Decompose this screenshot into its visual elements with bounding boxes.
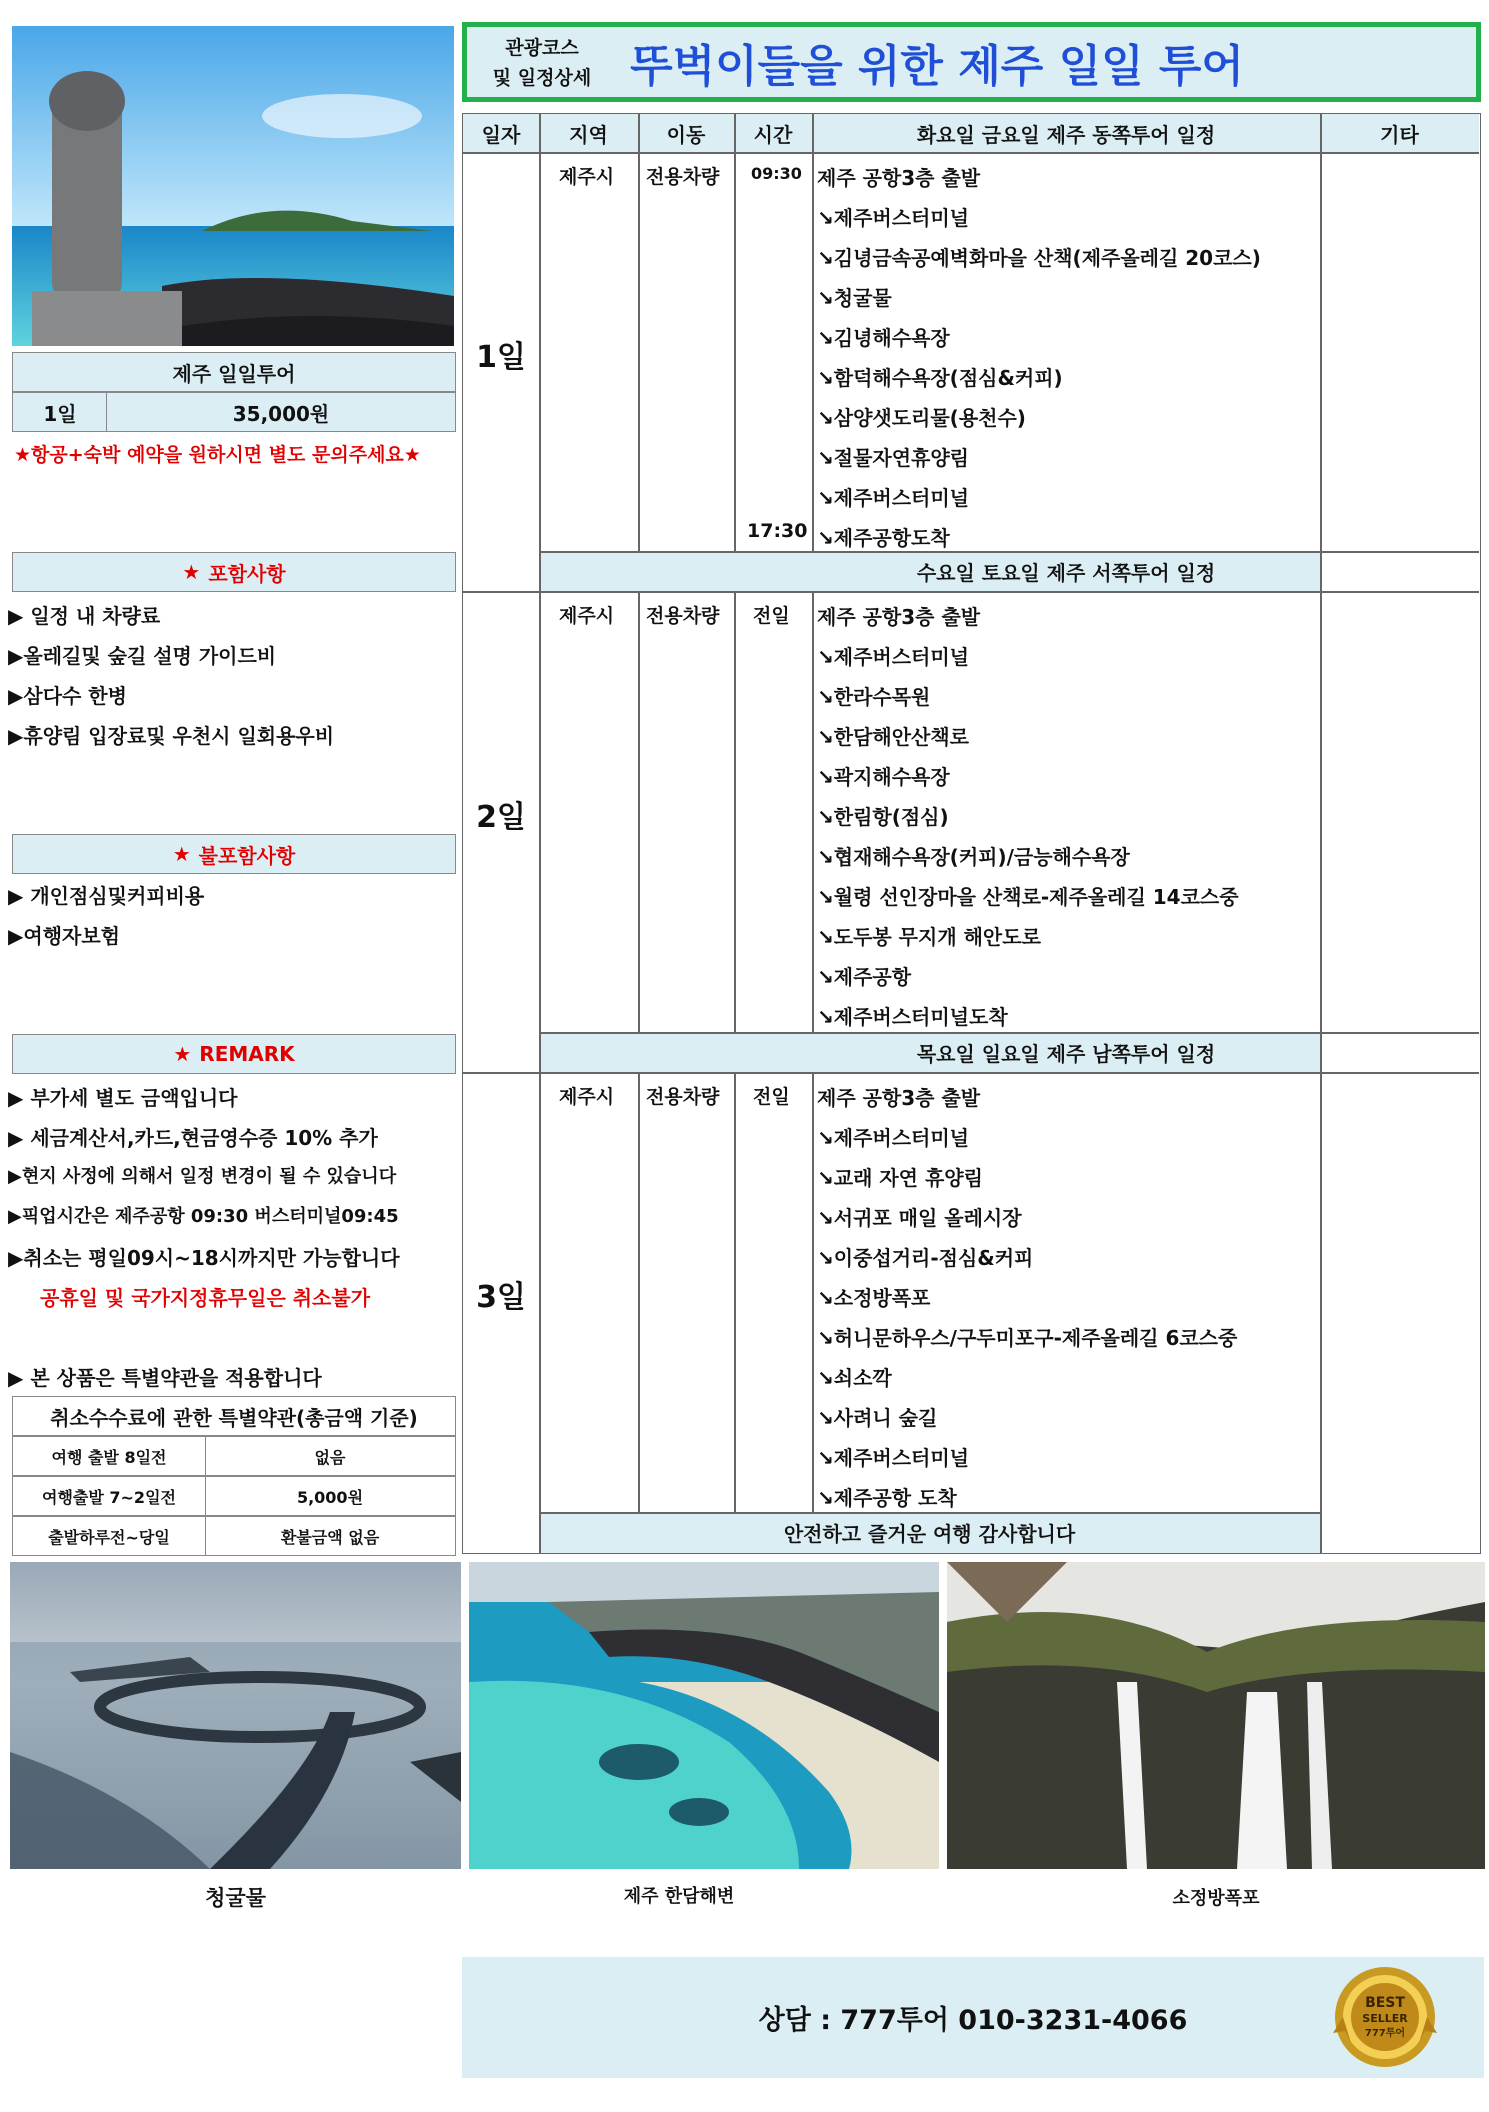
stop-day1: ↘절물자연휴양림 <box>817 446 969 470</box>
stop-day1: ↘제주공항도착 <box>817 526 950 550</box>
banner-day3: 목요일 일요일 제주 남쪽투어 일정 <box>916 1041 1216 1066</box>
day-label-1: 1일 <box>476 340 526 375</box>
table-row <box>12 1476 456 1516</box>
col-header-region: 지역 <box>569 122 608 147</box>
stop-day1: ↘제주버스터미널 <box>817 486 969 510</box>
stop-day2: 제주 공항3층 출발 <box>817 605 981 629</box>
badge-text <box>1351 1989 1419 2047</box>
star-icon: ★ <box>172 842 191 866</box>
cancel-fee: 5,000원 <box>296 1487 364 1507</box>
list-item: ▶휴양림 입장료및 우천시 일회용우비 <box>8 724 335 748</box>
time-start-day1: 09:30 <box>751 164 802 183</box>
cancel-fee: 환불금액 없음 <box>280 1527 380 1547</box>
list-item: ▶현지 사정에 의해서 일정 변경이 될 수 있습니다 <box>8 1166 397 1187</box>
stop-day1: ↘김녕해수욕장 <box>817 326 950 350</box>
star-icon: ★ <box>173 1042 192 1066</box>
stop-day3: ↘쇠소깍 <box>817 1366 892 1390</box>
list-item: ▶ 부가세 별도 금액입니다 <box>8 1086 238 1110</box>
stop-day2: ↘제주버스터미널 <box>817 645 969 669</box>
stop-day3: ↘이중섭거리-점심&커피 <box>817 1246 1034 1270</box>
stop-day2: ↘협재해수욕장(커피)/금능해수욕장 <box>817 845 1130 869</box>
list-item: ▶취소는 평일09시~18시까지만 가능합니다 <box>8 1246 400 1270</box>
banner-day2: 수요일 토요일 제주 서쪽투어 일정 <box>916 560 1216 585</box>
stop-day3: ↘제주버스터미널 <box>817 1126 969 1150</box>
page-title: 뚜벅이들을 위한 제주 일일 투어 <box>630 41 1244 92</box>
stop-day1: ↘김녕금속공예벽화마을 산책(제주올레길 20코스) <box>817 246 1261 270</box>
region-day2: 제주시 <box>559 605 615 627</box>
hero-photo-dolhareubang <box>12 26 454 346</box>
col-header-itinerary: 화요일 금요일 제주 동쪽투어 일정 <box>916 122 1216 147</box>
day-label-2: 2일 <box>476 800 526 835</box>
photo-handam-beach <box>469 1562 939 1869</box>
stop-day2: ↘도두봉 무지개 해안도로 <box>817 925 1041 949</box>
stop-day3: ↘교래 자연 휴양림 <box>817 1166 983 1190</box>
price-duration: 1일 <box>12 392 108 432</box>
time-end-day1: 17:30 <box>747 520 808 542</box>
list-item: ▶ 세금계산서,카드,현금영수증 10% 추가 <box>8 1126 378 1150</box>
stop-day2: ↘제주공항 <box>817 965 912 989</box>
stop-day3: ↘제주공항 도착 <box>817 1486 957 1510</box>
cancel-fee: 없음 <box>314 1447 346 1467</box>
star-icon: ★ <box>182 560 201 584</box>
region-day3: 제주시 <box>559 1086 615 1108</box>
stop-day3: ↘소정방폭포 <box>817 1286 931 1310</box>
list-item: ▶삼다수 한병 <box>8 684 127 708</box>
stop-day1: ↘제주버스터미널 <box>817 206 969 230</box>
contact-text[interactable]: 상담 : 777투어 010-3231-4066 <box>758 2005 1188 2036</box>
special-terms-note: ▶ 본 상품은 특별약관을 적용합니다 <box>8 1366 322 1390</box>
list-item: ▶ 일정 내 차량료 <box>8 604 161 628</box>
cancel-holiday-note: 공휴일 및 국가지정휴무일은 취소불가 <box>40 1286 371 1310</box>
list-item: ▶여행자보험 <box>8 924 120 948</box>
stop-day3: ↘서귀포 매일 올레시장 <box>817 1206 1022 1230</box>
contact-bar <box>462 1957 1484 2078</box>
caption-photo-1: 청굴물 <box>205 1886 266 1910</box>
badge-line1: BEST <box>1365 1994 1405 2011</box>
cancel-table-title: 취소수수료에 관한 특별약관(총금액 기준) <box>12 1396 456 1436</box>
included-title-text: 포함사항 <box>208 561 286 586</box>
stop-day3: ↘허니문하우스/구두미포구-제주올레길 6코스중 <box>817 1326 1238 1350</box>
col-header-etc: 기타 <box>1380 122 1419 147</box>
table-row <box>12 1436 456 1476</box>
course-label <box>467 31 617 95</box>
stop-day1: ↘삼양샛도리물(용천수) <box>817 406 1026 430</box>
photo-cheonggulmul <box>10 1562 461 1869</box>
price-box-title: 제주 일일투어 <box>12 352 456 392</box>
transport-day2: 전용차량 <box>646 605 720 627</box>
stop-day2: ↘제주버스터미널도착 <box>817 1005 1008 1029</box>
cancel-when: 여행출발 7~2일전 <box>13 1477 206 1515</box>
stop-day1: 제주 공항3층 출발 <box>817 166 981 190</box>
course-label-line1: 관광코스 <box>505 37 579 59</box>
badge-line2: SELLER <box>1362 2011 1408 2025</box>
remark-title <box>12 1034 456 1074</box>
region-day1: 제주시 <box>559 166 615 188</box>
cancel-when: 출발하루전~당일 <box>13 1517 206 1555</box>
excluded-title-text: 불포함사항 <box>198 843 296 868</box>
day-label-3: 3일 <box>476 1280 526 1315</box>
best-seller-badge <box>1333 1963 1437 2071</box>
stop-day1: ↘청굴물 <box>817 286 892 310</box>
col-header-day: 일자 <box>481 122 521 147</box>
schedule-table <box>462 113 1481 1554</box>
included-title <box>12 552 456 592</box>
time-day3: 전일 <box>753 1086 790 1108</box>
transport-day1: 전용차량 <box>646 166 720 188</box>
time-day2: 전일 <box>753 605 790 627</box>
stop-day3: ↘사려니 숲길 <box>817 1406 938 1430</box>
col-header-time: 시간 <box>753 122 793 147</box>
price-value: 35,000원 <box>106 392 456 432</box>
caption-photo-2: 제주 한담해변 <box>623 1886 735 1907</box>
course-label-line2: 및 일정상세 <box>492 67 592 89</box>
stop-day3: 제주 공항3층 출발 <box>817 1086 981 1110</box>
table-row <box>12 1516 456 1556</box>
cancel-when: 여행 출발 8일전 <box>13 1437 206 1475</box>
list-item: ▶픽업시간은 제주공항 09:30 버스터미널09:45 <box>8 1206 399 1227</box>
excluded-title <box>12 834 456 874</box>
stop-day2: ↘한담해안산책로 <box>817 725 969 749</box>
col-header-transport: 이동 <box>666 122 706 147</box>
photo-sojeongbang-falls <box>947 1562 1485 1869</box>
badge-line3: 777투어 <box>1364 2027 1406 2039</box>
transport-day3: 전용차량 <box>646 1086 720 1108</box>
stop-day2: ↘월령 선인장마을 산책로-제주올레길 14코스중 <box>817 885 1239 909</box>
header-banner <box>462 22 1481 102</box>
booking-notice: ★항공+숙박 예약을 원하시면 별도 문의주세요★ <box>14 444 421 466</box>
stop-day1: ↘함덕해수욕장(점심&커피) <box>817 366 1063 390</box>
closing-message: 안전하고 즐거운 여행 감사합니다 <box>783 1522 1076 1546</box>
list-item: ▶ 개인점심및커피비용 <box>8 884 205 908</box>
stop-day2: ↘한라수목원 <box>817 685 931 709</box>
stop-day2: ↘한림항(점심) <box>817 805 949 829</box>
caption-photo-3: 소정방폭포 <box>1172 1888 1260 1909</box>
stop-day3: ↘제주버스터미널 <box>817 1446 969 1470</box>
remark-title-text: REMARK <box>199 1042 295 1066</box>
stop-day2: ↘곽지해수욕장 <box>817 765 950 789</box>
list-item: ▶올레길및 숲길 설명 가이드비 <box>8 644 277 668</box>
